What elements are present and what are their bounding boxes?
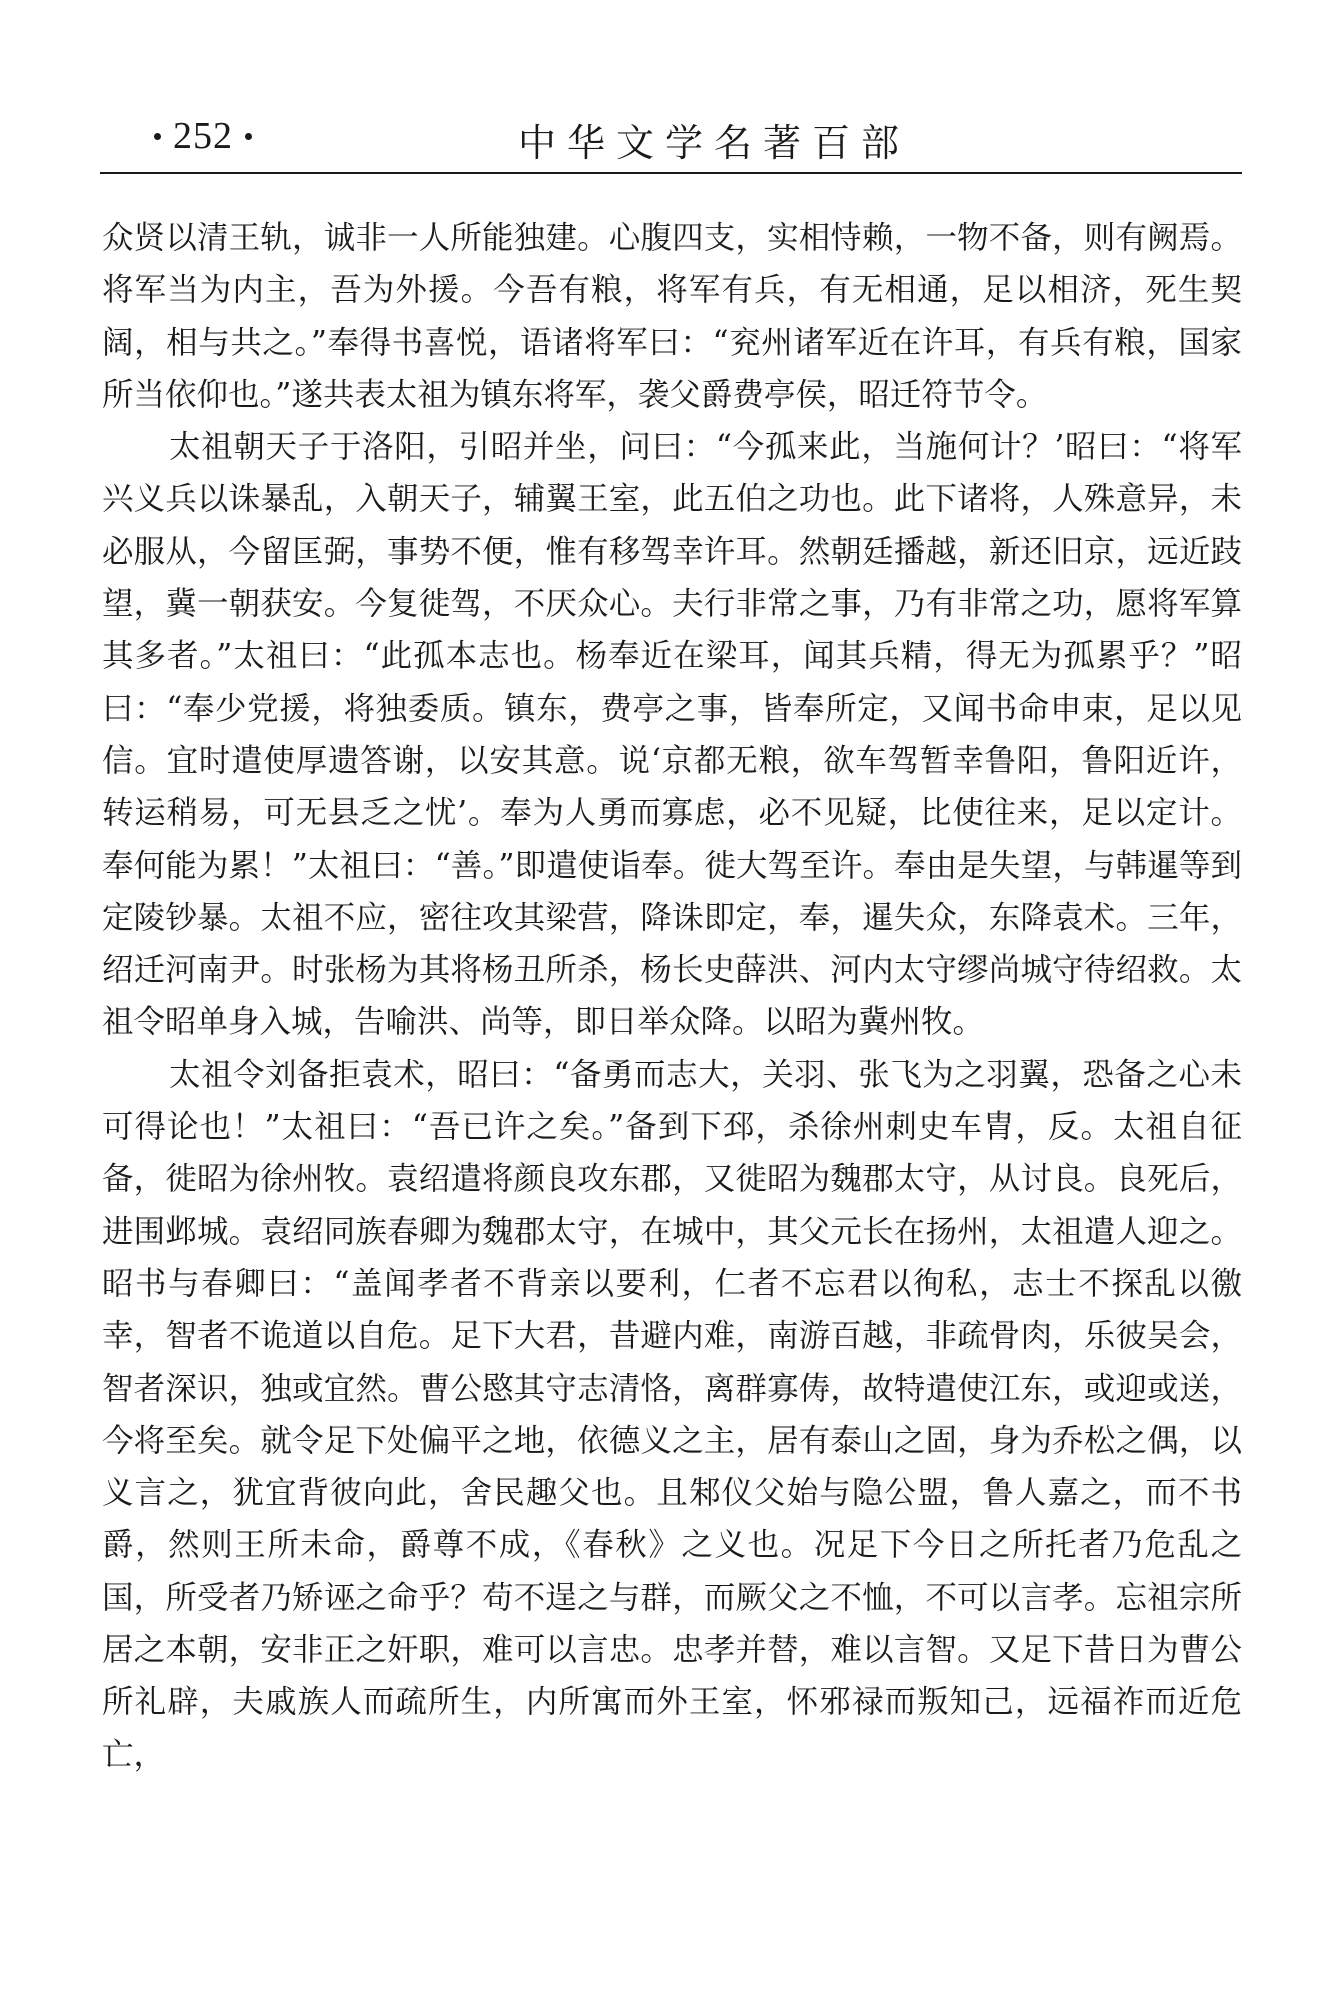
body-text — [102, 212, 1242, 1781]
paragraph-2: 太祖朝天子于洛阳，引昭并坐，问曰：“今孤来此，当施何计？’昭曰：“将军兴义兵以诛暴乱，入朝天子，辅翼王室，此五伯之功也。此下诸将，人殊意异，未必服从，今留匡弼，事势不便，惟有移驾幸许耳。然朝廷播越，新还旧京，远近跂望，冀一朝获安。今复徙驾，不厌众心。夫行非常之事，乃有非常之功，愿将军算其多者。”太祖曰：“此孤本志也。杨奉近在梁耳，闻其兵精，得无为孤累乎？”昭曰：“奉少党援，将独委质。镇东，费亭之事，皆奉所定，又闻书命申束，足以见信。宜时遣使厚遗答谢，以安其意。说‘京都无粮，欲车驾暂幸鲁阳，鲁阳近许，转运稍易，可无县乏之忧’。奉为人勇而寡虑，必不见疑，比使往来，足以定计。奉何能为累！”太祖曰：“善。”即遣使诣奉。徙大驾至许。奉由是失望，与韩暹等到定陵钞暴。太祖不应，密往攻其梁营，降诛即定，奉，暹失众，东降袁术。三年，绍迁河南尹。时张杨为其将杨丑所杀，杨长史薛洪、河内太守缪尚城守待绍救。太祖令昭单身入城，告喻洪、尚等，即日举众降。以昭为冀州牧。 — [102, 429, 1242, 1041]
bullet-dot — [245, 133, 252, 140]
running-header — [100, 100, 1242, 170]
paragraph-1: 众贤以清王轨，诚非一人所能独建。心腹四支，实相恃赖，一物不备，则有阙焉。将军当为内主，吾为外援。今吾有粮，将军有兵，有无相通，足以相济，死生契阔，相与共之。”奉得书喜悦，语诸将军曰：“兖州诸军近在许耳，有兵有粮，国家所当依仰也。”遂共表太祖为镇东将军，袭父爵费亭侯，昭迁符节令。 — [102, 220, 1242, 413]
page-number-value: 252 — [173, 115, 233, 157]
book-title: 中华文学名著百部 — [518, 121, 911, 165]
page-number — [142, 114, 264, 158]
paragraph-3: 太祖令刘备拒袁术，昭曰：“备勇而志大，关羽、张飞为之羽翼，恐备之心未可得论也！”太祖曰：“吾已许之矣。”备到下邳，杀徐州刺史车胄，反。太祖自征备，徙昭为徐州牧。袁绍遣将颜良攻东郡，又徙昭为魏郡太守，从讨良。良死后，进围邺城。袁绍同族春卿为魏郡太守，在城中，其父元长在扬州，太祖遣人迎之。昭书与春卿曰：“盖闻孝者不背亲以要利，仁者不忘君以徇私，志士不探乱以徼幸，智者不诡道以自危。足下大君，昔避内难，南游百越，非疏骨肉，乐彼吴会，智者深识，独或宜然。曹公愍其守志清恪，离群寡俦，故特遣使江东，或迎或送，今将至矣。就令足下处偏平之地，依德义之主，居有泰山之固，身为乔松之偶，以义言之，犹宜背彼向此，舍民趣父也。且邾仪父始与隐公盟，鲁人嘉之，而不书爵，然则王所未命，爵尊不成，《春秋》之义也。况足下今日之所托者乃危乱之国，所受者乃矫诬之命乎？苟不逞之与群，而厥父之不恤，不可以言孝。忘祖宗所居之本朝，安非正之奸职，难可以言忠。忠孝并替，难以言智。又足下昔日为曹公所礼辟，夫戚族人而疏所生，内所寓而外王室，怀邪禄而叛知己，远福祚而近危亡， — [102, 1056, 1242, 1773]
header-rule — [100, 172, 1242, 174]
bullet-dot — [154, 133, 161, 140]
